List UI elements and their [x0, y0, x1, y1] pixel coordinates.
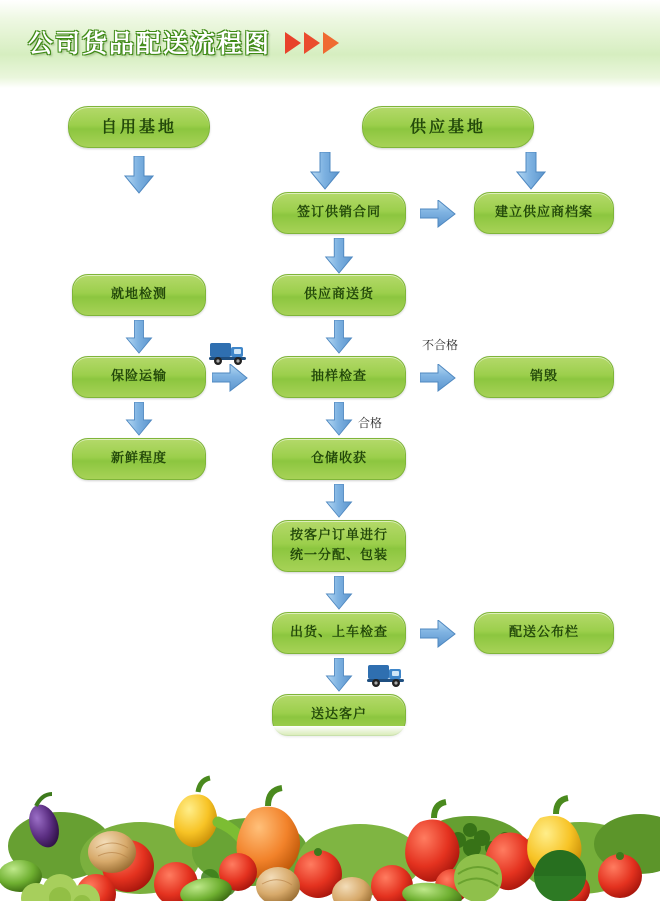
arrow-down-sample-to-warehouse	[324, 402, 354, 436]
header-arrow-group	[285, 32, 339, 54]
produce-illustration	[0, 726, 660, 901]
node-self-base[interactable]	[68, 106, 210, 148]
node-shipping-check[interactable]	[272, 612, 406, 654]
node-sample-check-label: 抽样检查	[310, 369, 367, 385]
triangle-right-icon-3	[323, 32, 339, 54]
node-freshness-label: 新鲜程度	[110, 451, 167, 467]
truck-icon-transport	[208, 336, 252, 366]
arrow-down-onsite-to-transport	[124, 320, 154, 354]
node-order-allocate-line2: 统一分配、包装	[289, 548, 388, 563]
arrow-down-deliver-to-sample	[324, 320, 354, 354]
node-sample-check[interactable]	[272, 356, 406, 398]
arrow-down-allocate-to-shipping	[324, 576, 354, 610]
arrow-right-shipping-to-board	[420, 620, 456, 648]
node-supply-base-label: 供应基地	[409, 117, 486, 137]
node-supplier-deliver-label: 供应商送货	[303, 287, 374, 303]
node-sign-contract-label: 签订供销合同	[296, 205, 381, 221]
arrow-right-contract-to-supplier-file	[420, 200, 456, 228]
arrow-down-supply-base-to-supplier-file	[516, 152, 546, 190]
produce-photo-band	[0, 726, 660, 901]
node-supply-base[interactable]	[362, 106, 534, 148]
arrow-down-supply-base-to-contract	[310, 152, 340, 190]
node-shipping-check-label: 出货、上车检查	[289, 625, 388, 641]
arrow-down-contract-to-deliver	[324, 238, 354, 274]
node-supplier-file-label: 建立供应商档案	[494, 205, 593, 221]
node-insured-transport-label: 保险运输	[110, 369, 167, 385]
arrow-right-sample-to-destroy	[420, 364, 456, 392]
node-destroy-label: 销毁	[529, 369, 558, 385]
edge-label-pass: 合格	[358, 416, 383, 430]
node-warehouse-receive[interactable]	[272, 438, 406, 480]
edge-label-fail: 不合格	[422, 338, 459, 352]
node-self-base-label: 自用基地	[100, 117, 177, 137]
page-title: 公司货品配送流程图	[28, 29, 272, 58]
node-delivery-board[interactable]	[474, 612, 614, 654]
arrow-down-self-base-to-onsite	[124, 156, 154, 194]
arrow-down-shipping-to-customer	[324, 658, 354, 692]
triangle-right-icon-1	[285, 32, 301, 54]
node-warehouse-receive-label: 仓储收获	[310, 451, 367, 467]
arrow-down-warehouse-to-allocate	[324, 484, 354, 518]
node-onsite-test[interactable]	[72, 274, 206, 316]
node-freshness[interactable]	[72, 438, 206, 480]
node-order-allocate[interactable]	[272, 520, 406, 572]
triangle-right-icon-2	[304, 32, 320, 54]
node-destroy[interactable]	[474, 356, 614, 398]
node-order-allocate-line1: 按客户订单进行	[289, 528, 388, 544]
node-supplier-deliver[interactable]	[272, 274, 406, 316]
flowchart	[0, 88, 660, 738]
arrow-down-transport-to-freshness	[124, 402, 154, 436]
node-sign-contract[interactable]	[272, 192, 406, 234]
truck-icon-delivery	[366, 658, 410, 688]
node-insured-transport[interactable]	[72, 356, 206, 398]
node-onsite-test-label: 就地检测	[110, 287, 167, 303]
header-inner	[28, 24, 339, 60]
header-banner	[0, 0, 660, 88]
arrow-right-transport-to-sample	[212, 364, 248, 392]
node-supplier-file[interactable]	[474, 192, 614, 234]
node-delivery-board-label: 配送公布栏	[508, 625, 579, 641]
node-deliver-customer-label: 送达客户	[310, 707, 367, 723]
